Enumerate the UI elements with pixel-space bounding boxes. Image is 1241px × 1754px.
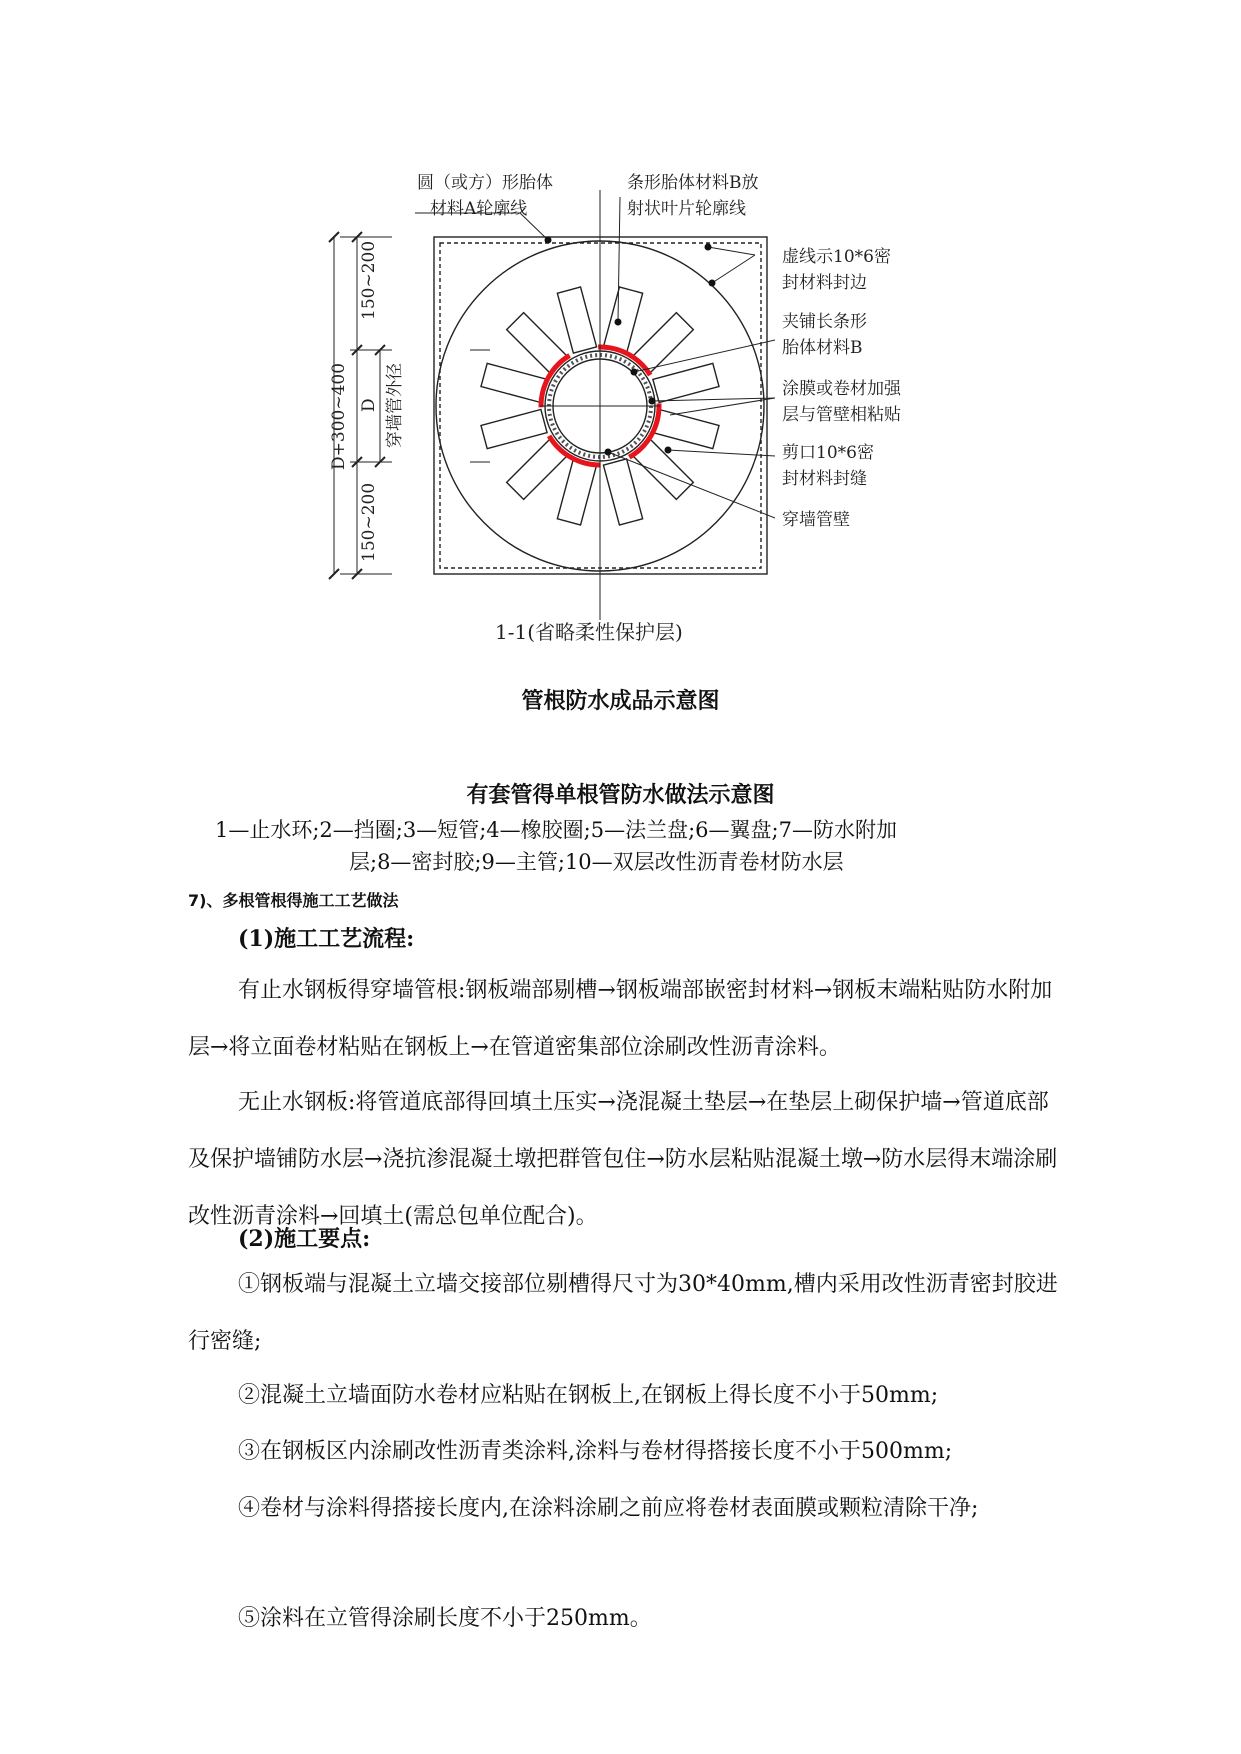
- section-label: 1-1(省略柔性保护层): [495, 620, 683, 644]
- label-strip-b-2: 射状叶片轮廓线: [627, 199, 746, 219]
- label-strip-b-1: 条形胎体材料B放: [627, 173, 759, 193]
- label-pipe-diameter: 穿墙管外径: [385, 363, 405, 448]
- point-3: ③在钢板区内涂刷改性沥青类涂料,涂料与卷材得搭接长度不小于500mm;: [238, 1439, 953, 1464]
- subheading-process: (1)施工工艺流程:: [238, 926, 415, 952]
- point-2: ②混凝土立墙面防水卷材应粘贴在钢板上,在钢板上得长度不小于50mm;: [238, 1383, 939, 1408]
- paragraph-without-waterstop: 无止水钢板:将管道底部得回填土压实→浇混凝土垫层→在垫层上砌保护墙→管道底部及保护墙铺防水层→浇抗渗混凝土墩把群管包住→防水层粘贴混凝土墩→防水层得末端涂刷改性沥青涂料→回填土(需总包单位配合)。: [188, 1090, 1058, 1229]
- legend-line-2: 层;8—密封胶;9—主管;10—双层改性沥青卷材防水层: [349, 850, 844, 874]
- dim-top: 150~200: [359, 240, 379, 320]
- label-tire-body-a-1: 圆（或方）形胎体: [417, 173, 553, 193]
- section-heading-7: 7)、多根管根得施工工艺做法: [188, 891, 399, 910]
- label-tire-body-a-2: 材料A轮廓线: [430, 199, 528, 219]
- subheading-key-points: (2)施工要点:: [238, 1226, 371, 1252]
- petal: [481, 363, 547, 402]
- label-dashed-seal-2: 封材料封边: [782, 273, 867, 293]
- caption-single-pipe: 有套管得单根管防水做法示意图: [466, 783, 775, 808]
- dim-total: D+300~400: [329, 362, 349, 470]
- label-cut-seal-2: 封材料封缝: [782, 469, 867, 489]
- paragraph-with-waterstop: 有止水钢板得穿墙管根:钢板端部剔槽→钢板端部嵌密封材料→钢板末端粘贴防水附加层→将立面卷材粘贴在钢板上→在管道密集部位涂刷改性沥青涂料。: [188, 978, 1053, 1060]
- label-pipe-wall: 穿墙管壁: [782, 510, 850, 530]
- point-4: ④卷材与涂料得搭接长度内,在涂料涂刷之前应将卷材表面膜或颗粒清除干净;: [238, 1496, 979, 1521]
- label-long-strip-2: 胎体材料B: [782, 338, 863, 358]
- petal: [557, 459, 596, 525]
- legend-line-1: 1—止水环;2—挡圈;3—短管;4—橡胶圈;5—法兰盘;6—翼盘;7—防水附加: [215, 818, 897, 842]
- dim-bottom: 150~200: [359, 482, 379, 562]
- petal: [603, 287, 642, 353]
- label-reinforce-2: 层与管壁相粘贴: [782, 405, 901, 425]
- petal: [603, 459, 642, 525]
- caption-finished-product: 管根防水成品示意图: [521, 689, 720, 714]
- label-long-strip-1: 夹铺长条形: [782, 312, 867, 332]
- point-5: ⑤涂料在立管得涂刷长度不小于250mm。: [238, 1606, 652, 1631]
- dim-mid: D: [359, 398, 379, 412]
- petal: [481, 409, 547, 448]
- petal: [653, 363, 719, 402]
- pipe-waterproof-diagram: [0, 0, 1241, 660]
- label-cut-seal-1: 剪口10*6密: [782, 443, 874, 463]
- label-reinforce-1: 涂膜或卷材加强: [782, 379, 901, 399]
- label-dashed-seal-1: 虚线示10*6密: [782, 247, 891, 267]
- point-1: ①钢板端与混凝土立墙交接部位剔槽得尺寸为30*40mm,槽内采用改性沥青密封胶进行密缝;: [188, 1272, 1058, 1354]
- petal: [557, 287, 596, 353]
- petal: [653, 409, 719, 448]
